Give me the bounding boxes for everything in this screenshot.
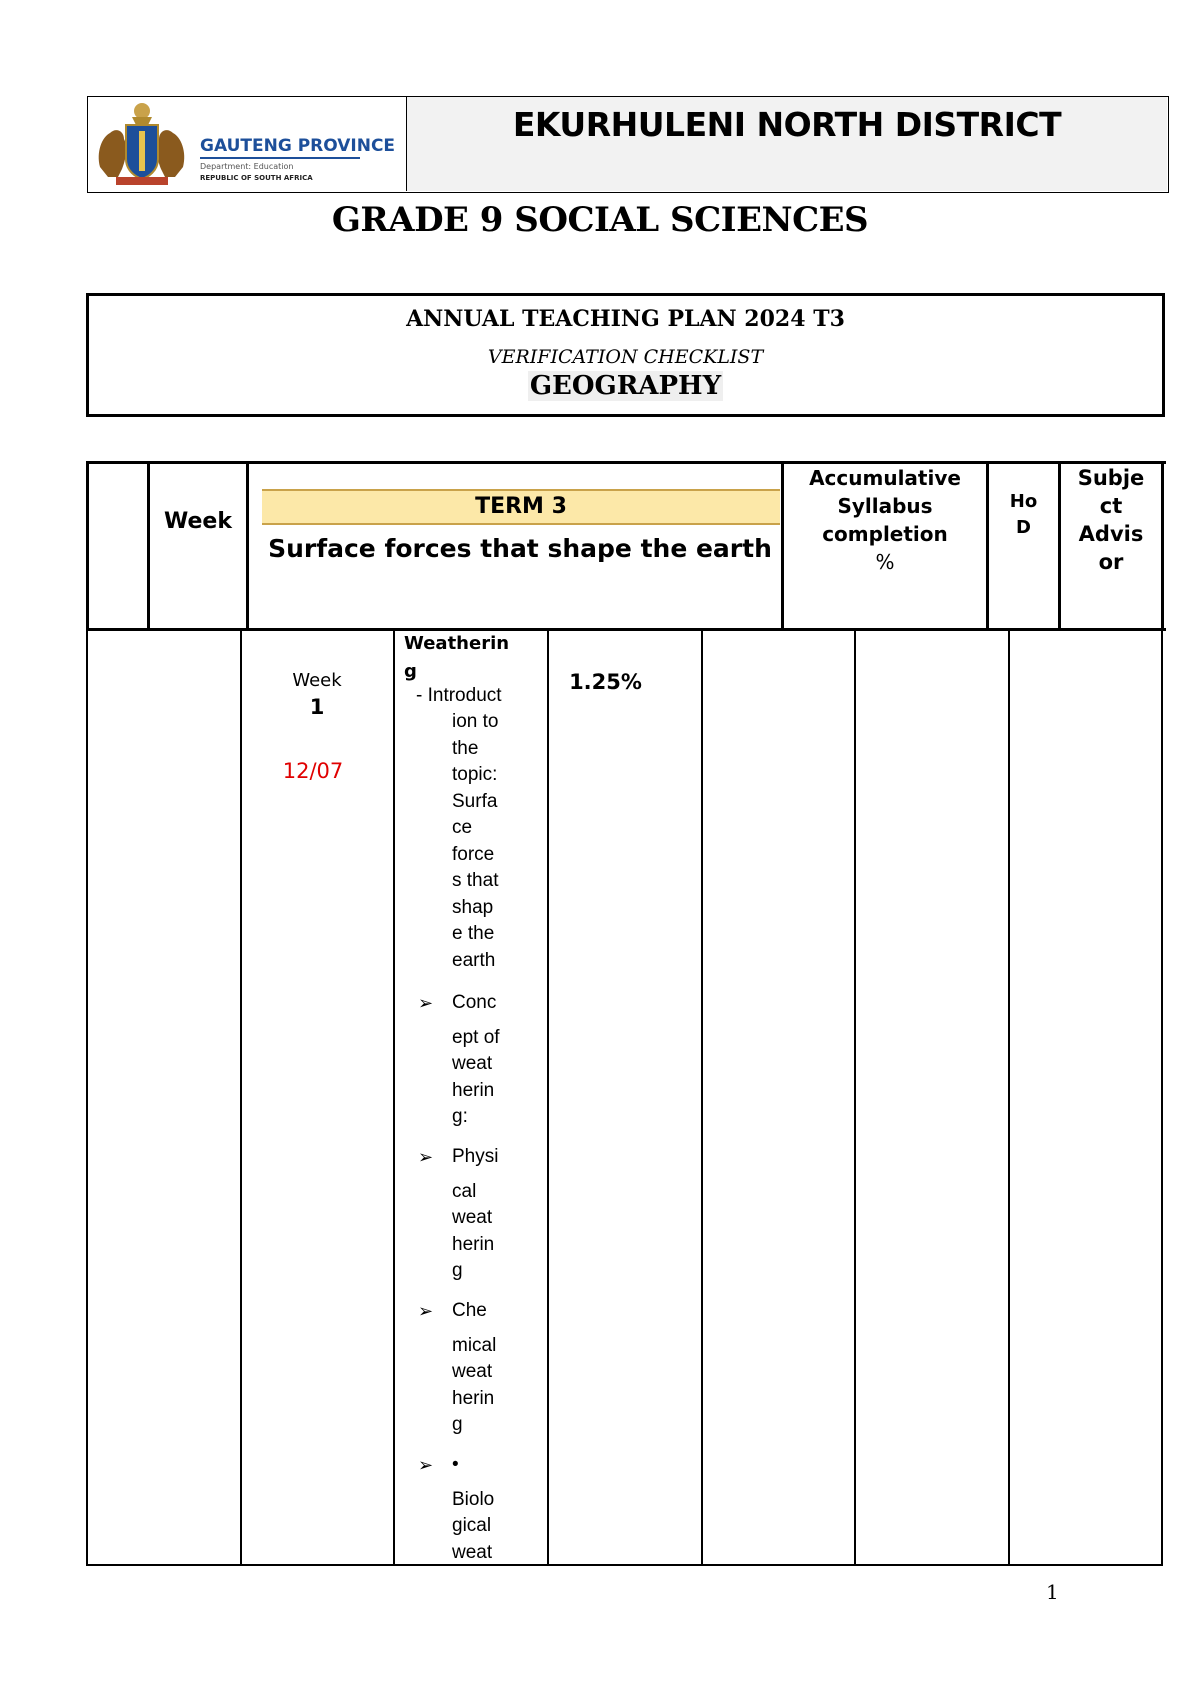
intro-line: ce — [452, 817, 473, 838]
logo-dept-text: Department: Education — [200, 162, 294, 171]
topic-header: Surface forces that shape the earth — [268, 534, 772, 563]
intro-line: s that — [452, 870, 499, 891]
bullet-line: Biolo — [452, 1488, 495, 1510]
intro-line: shap — [452, 896, 494, 918]
intro-line: topic: — [452, 764, 498, 785]
header-week: Week — [164, 509, 232, 534]
row-week-label: Week — [292, 670, 342, 691]
district-name: EKURHULENI NORTH DISTRICT — [512, 105, 1062, 144]
arrow-bullet-icon: ➢ — [418, 993, 434, 1013]
header-advisor — [1061, 464, 1161, 576]
bullet-line: Conc — [452, 992, 497, 1013]
row-date: 12/07 — [282, 759, 344, 783]
header-hod — [989, 489, 1058, 541]
bullet-item — [452, 1452, 494, 1566]
intro-line: the — [452, 737, 479, 759]
intro-text-cont — [452, 709, 498, 974]
header-accumulative-line: Accumulative — [809, 466, 961, 490]
bullet-line: mical — [452, 1334, 497, 1356]
header-advisor-line: Subje — [1077, 466, 1145, 490]
header-accumulative-line: Syllabus — [837, 494, 933, 518]
header-advisor-line: Advis — [1078, 522, 1144, 546]
bullet-item — [452, 1144, 498, 1285]
intro-line: ion to — [452, 711, 499, 732]
arrow-bullet-icon: ➢ — [418, 1147, 434, 1167]
topic-heading — [404, 630, 509, 686]
gauteng-logo — [88, 97, 407, 191]
coat-of-arms-icon — [88, 97, 407, 191]
bullet-line: weat — [452, 1361, 493, 1382]
logo-country-text: REPUBLIC OF SOUTH AFRICA — [200, 174, 313, 182]
bullet-line: cal — [452, 1180, 477, 1202]
bullet-line: Physi — [452, 1146, 499, 1167]
bullet-line: herin — [452, 1387, 495, 1409]
topic-heading-line: Weatherin — [404, 633, 510, 654]
header-hod-line: D — [1016, 517, 1031, 538]
header-accumulative — [784, 464, 986, 576]
plan-title: ANNUAL TEACHING PLAN 2024 T3 — [406, 306, 845, 332]
bullet-line: • — [452, 1454, 459, 1475]
header-accumulative-line: completion — [822, 522, 948, 546]
bullet-line: gical — [452, 1515, 492, 1536]
bullet-line: Che — [452, 1300, 487, 1321]
page-title: GRADE 9 SOCIAL SCIENCES — [331, 200, 869, 240]
intro-line: Surfa — [452, 790, 498, 812]
intro-line: earth — [452, 949, 496, 971]
bullet-item — [452, 990, 500, 1131]
district-banner — [407, 97, 1167, 191]
row-week-number: 1 — [309, 695, 325, 719]
intro-line: - Introduct — [416, 685, 502, 706]
row-percent: 1.25% — [569, 670, 642, 694]
intro-line: e the — [452, 923, 495, 944]
bullet-line: weat — [452, 1541, 493, 1563]
logo-name-text: GAUTENG PROVINCE — [200, 136, 396, 156]
arrow-bullet-icon: ➢ — [418, 1301, 434, 1321]
header-advisor-line: ct — [1099, 494, 1123, 518]
subject-label: GEOGRAPHY — [529, 371, 722, 401]
header-hod-line: Ho — [1009, 491, 1038, 512]
bullet-line: weat — [452, 1053, 493, 1074]
topic-heading-line: g — [404, 661, 417, 682]
plan-subject — [89, 371, 1162, 401]
header-box — [87, 96, 1169, 193]
bullet-item — [452, 1298, 496, 1439]
intro-line: force — [452, 843, 495, 865]
term-label: TERM 3 — [262, 489, 780, 525]
intro-text — [416, 683, 502, 710]
bullet-line: g — [452, 1414, 463, 1435]
bullet-line: herin — [452, 1079, 495, 1101]
arrow-bullet-icon: ➢ — [418, 1455, 434, 1475]
bullet-line: weat — [452, 1207, 493, 1228]
bullet-line: herin — [452, 1233, 495, 1255]
bullet-line: g: — [452, 1106, 468, 1127]
bullet-line: ept of — [452, 1026, 500, 1048]
header-accumulative-line: % — [875, 550, 895, 574]
bullet-line: g — [452, 1260, 463, 1281]
plan-box — [86, 293, 1165, 417]
page-number: 1 — [1046, 1580, 1059, 1604]
plan-subtitle: VERIFICATION CHECKLIST — [487, 346, 764, 368]
header-advisor-line: or — [1098, 550, 1124, 574]
